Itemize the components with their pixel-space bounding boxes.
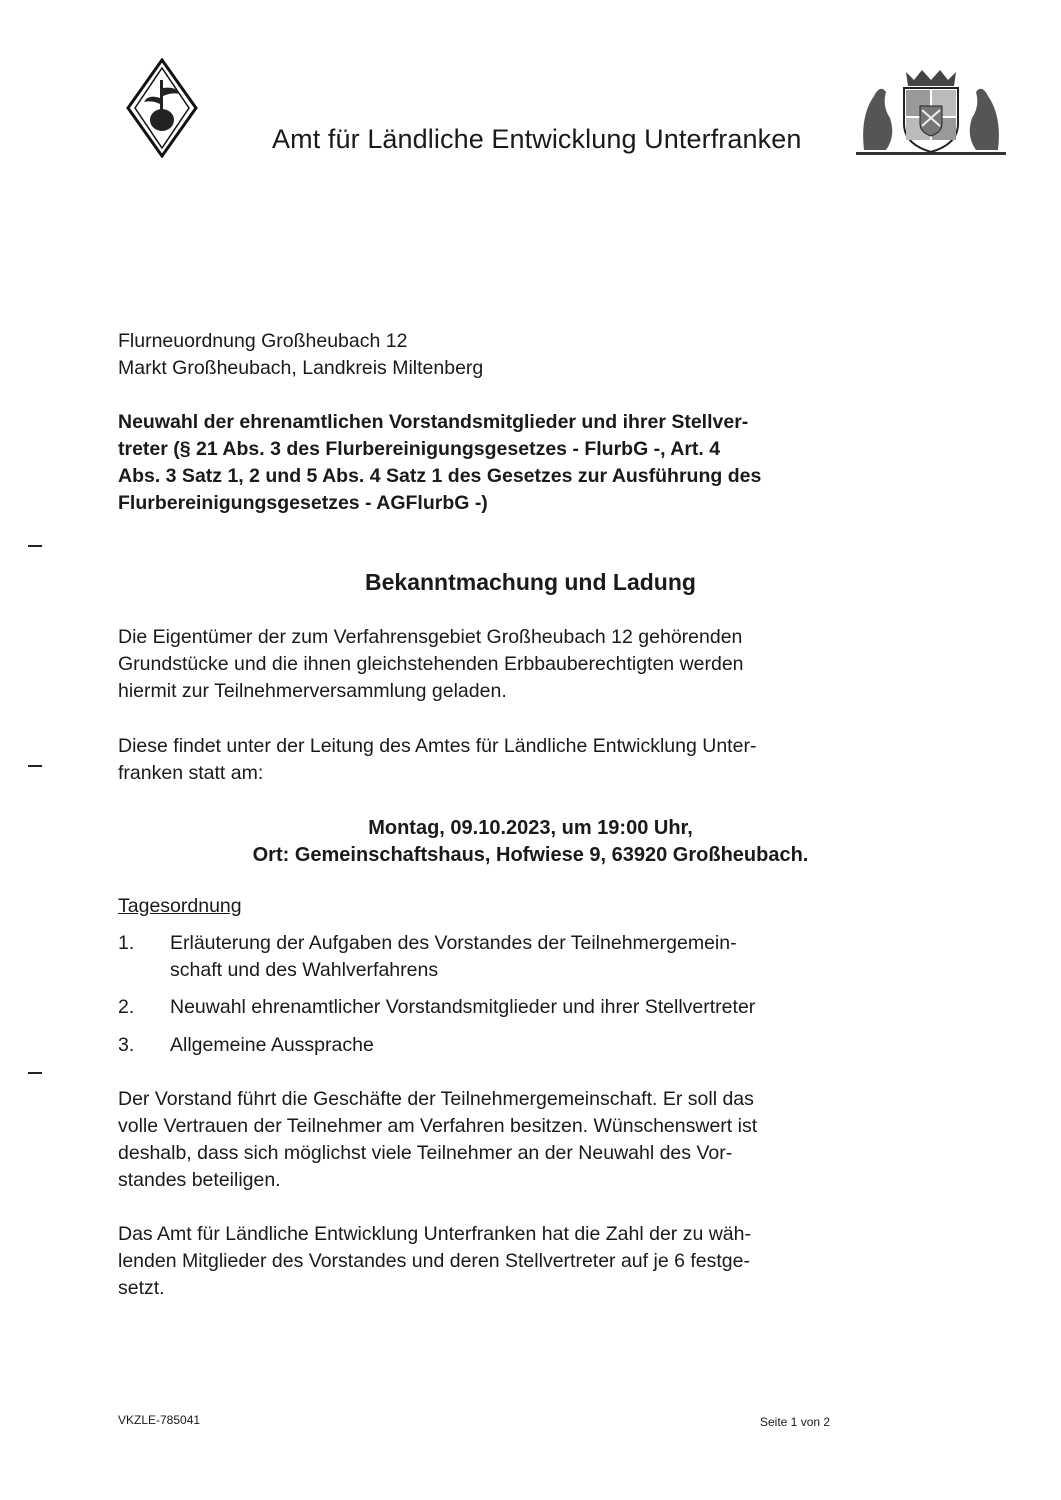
paragraph-line: Der Vorstand führt die Geschäfte der Teilnehmergemeinschaft. Er soll das [118, 1088, 754, 1110]
agenda-number: 2. [118, 996, 135, 1018]
document-id: VKZLE-785041 [118, 1413, 201, 1427]
page-number: Seite 1 von 2 [760, 1415, 831, 1429]
title-line: treter (§ 21 Abs. 3 des Flurbereinigungsgesetzes - FlurbG -, Art. 4 [118, 438, 721, 460]
paragraph-line: setzt. [118, 1277, 165, 1299]
paragraph-line: Grundstücke und die ihnen gleichstehenden Erbbauberechtigten werden [118, 653, 744, 675]
paragraph-line: Diese findet unter der Leitung des Amtes für Ländliche Entwicklung Unter- [118, 735, 757, 757]
meeting-place: Ort: Gemeinschaftshaus, Hofwiese 9, 63920 Großheubach. [252, 844, 809, 866]
paragraph-line: Das Amt für Ländliche Entwicklung Unterfranken hat die Zahl der zu wäh- [118, 1223, 751, 1245]
agenda-item-text: schaft und des Wahlverfahrens [170, 959, 439, 981]
paragraph-line: Die Eigentümer der zum Verfahrensgebiet Großheubach 12 gehörenden [118, 626, 743, 648]
fold-mark [28, 545, 42, 547]
paragraph-line: standes beteiligen. [118, 1169, 281, 1191]
paragraph-line: franken statt am: [118, 762, 264, 784]
meeting-date: Montag, 09.10.2023, um 19:00 Uhr, [368, 817, 693, 839]
municipality-line: Markt Großheubach, Landkreis Miltenberg [118, 357, 484, 379]
agenda-item-text: Erläuterung der Aufgaben des Vorstandes der Teilnehmergemein- [170, 932, 737, 954]
ale-diamond-logo-icon [126, 58, 198, 158]
agenda-number: 3. [118, 1034, 135, 1056]
agenda-item-text: Allgemeine Aussprache [170, 1034, 374, 1056]
agenda-number: 1. [118, 932, 135, 954]
paragraph-line: volle Vertrauen der Teilnehmer am Verfahren besitzen. Wünschenswert ist [118, 1115, 758, 1137]
title-line: Neuwahl der ehrenamtlichen Vorstandsmitglieder und ihrer Stellver- [118, 411, 749, 433]
page-heading: Bekanntmachung und Ladung [365, 569, 696, 595]
title-line: Flurbereinigungsgesetzes - AGFlurbG -) [118, 492, 488, 514]
agenda-title: Tagesordnung [118, 895, 242, 917]
agenda-item-text: Neuwahl ehrenamtlicher Vorstandsmitglieder und ihrer Stellvertreter [170, 996, 756, 1018]
paragraph-line: deshalb, dass sich möglichst viele Teilnehmer an der Neuwahl des Vor- [118, 1142, 733, 1164]
paragraph-line: lenden Mitglieder des Vorstandes und deren Stellvertreter auf je 6 festge- [118, 1250, 750, 1272]
bavarian-coat-of-arms-icon [856, 66, 1006, 158]
paragraph-line: hiermit zur Teilnehmerversammlung geladen. [118, 680, 507, 702]
fold-mark [28, 1072, 42, 1074]
agency-name: Amt für Ländliche Entwicklung Unterfranken [272, 124, 802, 154]
procedure-name: Flurneuordnung Großheubach 12 [118, 330, 408, 352]
title-line: Abs. 3 Satz 1, 2 und 5 Abs. 4 Satz 1 des Gesetzes zur Ausführung des [118, 465, 762, 487]
punch-mark [28, 765, 42, 767]
